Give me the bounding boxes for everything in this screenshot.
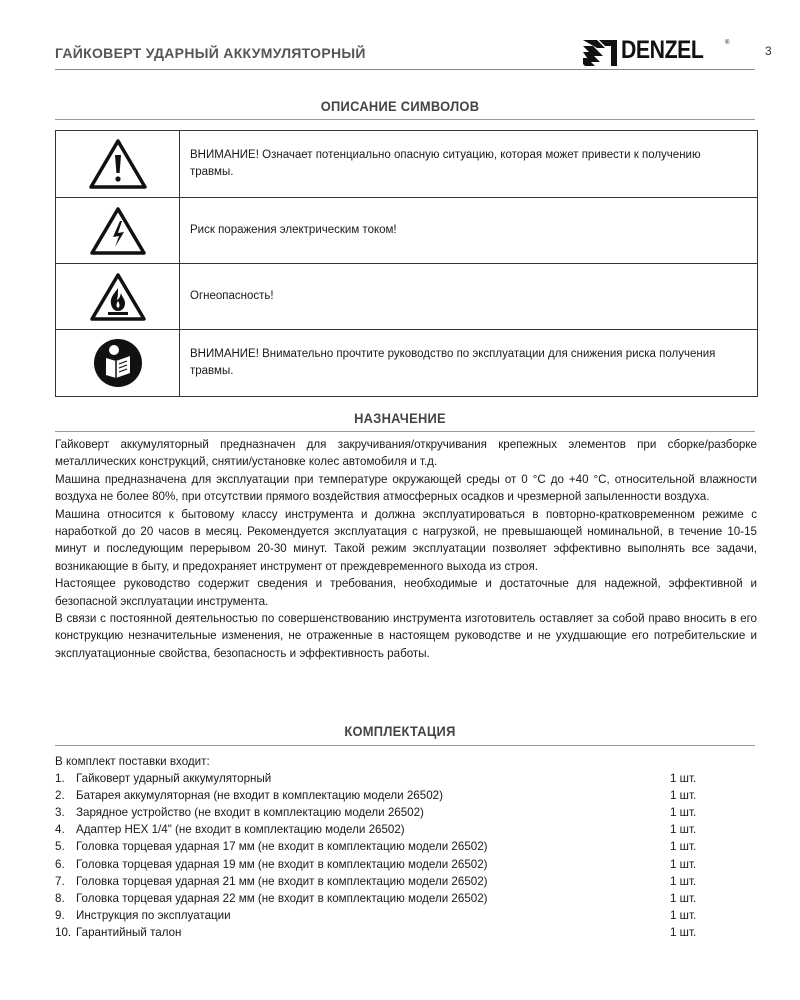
symbol-row bbox=[56, 198, 758, 264]
item-quantity: 1 шт. bbox=[670, 806, 697, 820]
symbol-description: ВНИМАНИЕ! Внимательно прочтите руководство по эксплуатации для снижения риска получения травмы. bbox=[180, 330, 758, 397]
item-quantity: 1 шт. bbox=[670, 874, 697, 888]
item-number: 7. bbox=[55, 874, 65, 888]
symbol-row bbox=[56, 264, 758, 330]
symbol-description: Огнеопасность! bbox=[180, 264, 758, 330]
kit-list bbox=[55, 753, 757, 941]
list-item bbox=[55, 821, 757, 838]
item-number: 2. bbox=[55, 789, 65, 803]
read-manual-icon bbox=[92, 337, 144, 389]
item-number: 1. bbox=[55, 772, 65, 786]
item-number: 6. bbox=[55, 857, 65, 871]
item-name: Головка торцевая ударная 22 мм (не входит в комплектацию модели 26502) bbox=[76, 891, 488, 905]
list-item bbox=[55, 873, 757, 890]
list-item bbox=[55, 770, 757, 787]
item-number: 10. bbox=[55, 925, 72, 939]
item-number: 9. bbox=[55, 908, 65, 922]
fire-hazard-icon bbox=[89, 272, 147, 322]
item-quantity: 1 шт. bbox=[670, 891, 697, 905]
section-divider bbox=[55, 745, 755, 746]
brand-name: DENZEL bbox=[621, 36, 704, 64]
item-name: Гайковерт ударный аккумуляторный bbox=[76, 772, 272, 786]
item-number: 3. bbox=[55, 806, 65, 820]
item-quantity: 1 шт. bbox=[670, 925, 697, 939]
paragraph: В связи с постоянной деятельностью по совершенствованию инструмента изготовитель оставляет за собой право вносить в его конструкцию незначительные изменения, не отраженные в настоящем руководстве и не ухудшающие его потребительские и эксплуатационные свойства, безопасность и эффективность работы. bbox=[55, 612, 757, 660]
item-quantity: 1 шт. bbox=[670, 840, 697, 854]
symbol-icon-cell bbox=[56, 264, 180, 330]
item-name: Головка торцевая ударная 21 мм (не входит в комплектацию модели 26502) bbox=[76, 874, 488, 888]
item-name: Инструкция по эксплуатации bbox=[76, 908, 231, 922]
brand-logo bbox=[583, 38, 733, 68]
kit-section-title: КОМПЛЕКТАЦИЯ bbox=[344, 723, 456, 739]
item-name: Головка торцевая ударная 17 мм (не входит в комплектацию модели 26502) bbox=[76, 840, 488, 854]
item-quantity: 1 шт. bbox=[670, 772, 697, 786]
header-divider bbox=[55, 69, 755, 70]
paragraph: Гайковерт аккумуляторный предназначен для закручивания/откручивания крепежных элементов при сборке/разборке металлических конструкций, снятии/установке колес автомобиля и т.д. bbox=[55, 438, 757, 469]
paragraph: Машина относится к бытовому классу инструмента и должна эксплуатироваться в повторно-кратковременном режиме с наработкой до 20 часов в месяц. Рекомендуется эксплуатация с нагрузкой, не превышающей номинальной, в течение 10-15 минут и последующим перерывом 20-30 минут. Такой режим эксплуатации позволяет эффективно выполнять все задачи, возникающие в быту, и предохраняет инструмент от преждевременного выхода из строя. bbox=[55, 507, 757, 573]
list-item bbox=[55, 890, 757, 907]
list-item bbox=[55, 787, 757, 804]
paragraph: Настоящее руководство содержит сведения и требования, необходимые и достаточные для надежной, эффективной и безопасной эксплуатации инструмента. bbox=[55, 577, 757, 608]
item-quantity: 1 шт. bbox=[670, 823, 697, 837]
item-name: Зарядное устройство (не входит в комплектацию модели 26502) bbox=[76, 806, 424, 820]
list-item bbox=[55, 924, 757, 941]
document-title: ГАЙКОВЕРТ УДАРНЫЙ АККУМУЛЯТОРНЫЙ bbox=[55, 45, 366, 61]
item-name: Головка торцевая ударная 19 мм (не входит в комплектацию модели 26502) bbox=[76, 857, 488, 871]
page-header bbox=[55, 38, 755, 74]
registered-mark: ® bbox=[725, 40, 730, 46]
page-number: 3 bbox=[765, 44, 772, 58]
item-number: 4. bbox=[55, 823, 65, 837]
symbol-description: ВНИМАНИЕ! Означает потенциально опасную ситуацию, которая может привести к получению травмы. bbox=[180, 131, 758, 198]
symbol-icon-cell bbox=[56, 330, 180, 397]
item-name: Гарантийный талон bbox=[76, 925, 182, 939]
list-item bbox=[55, 838, 757, 855]
list-item bbox=[55, 804, 757, 821]
purpose-section-title: НАЗНАЧЕНИЕ bbox=[354, 410, 446, 426]
electric-shock-icon bbox=[89, 206, 147, 256]
list-item bbox=[55, 907, 757, 924]
symbol-description: Риск поражения электрическим током! bbox=[180, 198, 758, 264]
section-divider bbox=[55, 119, 755, 120]
symbol-row bbox=[56, 131, 758, 198]
symbols-table bbox=[55, 130, 758, 397]
item-number: 5. bbox=[55, 840, 65, 854]
section-divider bbox=[55, 431, 755, 432]
list-item bbox=[55, 856, 757, 873]
purpose-text bbox=[55, 436, 757, 662]
item-quantity: 1 шт. bbox=[670, 908, 697, 922]
item-quantity: 1 шт. bbox=[670, 857, 697, 871]
denzel-mark-icon bbox=[583, 40, 617, 66]
symbols-section-title: ОПИСАНИЕ СИМВОЛОВ bbox=[320, 98, 480, 114]
item-quantity: 1 шт. bbox=[670, 789, 697, 803]
kit-intro: В комплект поставки входит: bbox=[55, 755, 210, 768]
item-name: Батарея аккумуляторная (не входит в комплектацию модели 26502) bbox=[76, 789, 443, 803]
item-number: 8. bbox=[55, 891, 65, 905]
symbol-icon-cell bbox=[56, 198, 180, 264]
symbol-row bbox=[56, 330, 758, 397]
warning-exclamation-icon bbox=[88, 138, 148, 190]
symbol-icon-cell bbox=[56, 131, 180, 198]
paragraph: Машина предназначена для эксплуатации при температуре окружающей среды от 0 °С до +40 °С, относительной влажности воздуха не более 80%, при отсутствии прямого воздействия атмосферных осадков и чрезмерной запыленности воздуха. bbox=[55, 472, 757, 504]
item-name: Адаптер HEX 1/4" (не входит в комплектацию модели 26502) bbox=[76, 823, 405, 837]
